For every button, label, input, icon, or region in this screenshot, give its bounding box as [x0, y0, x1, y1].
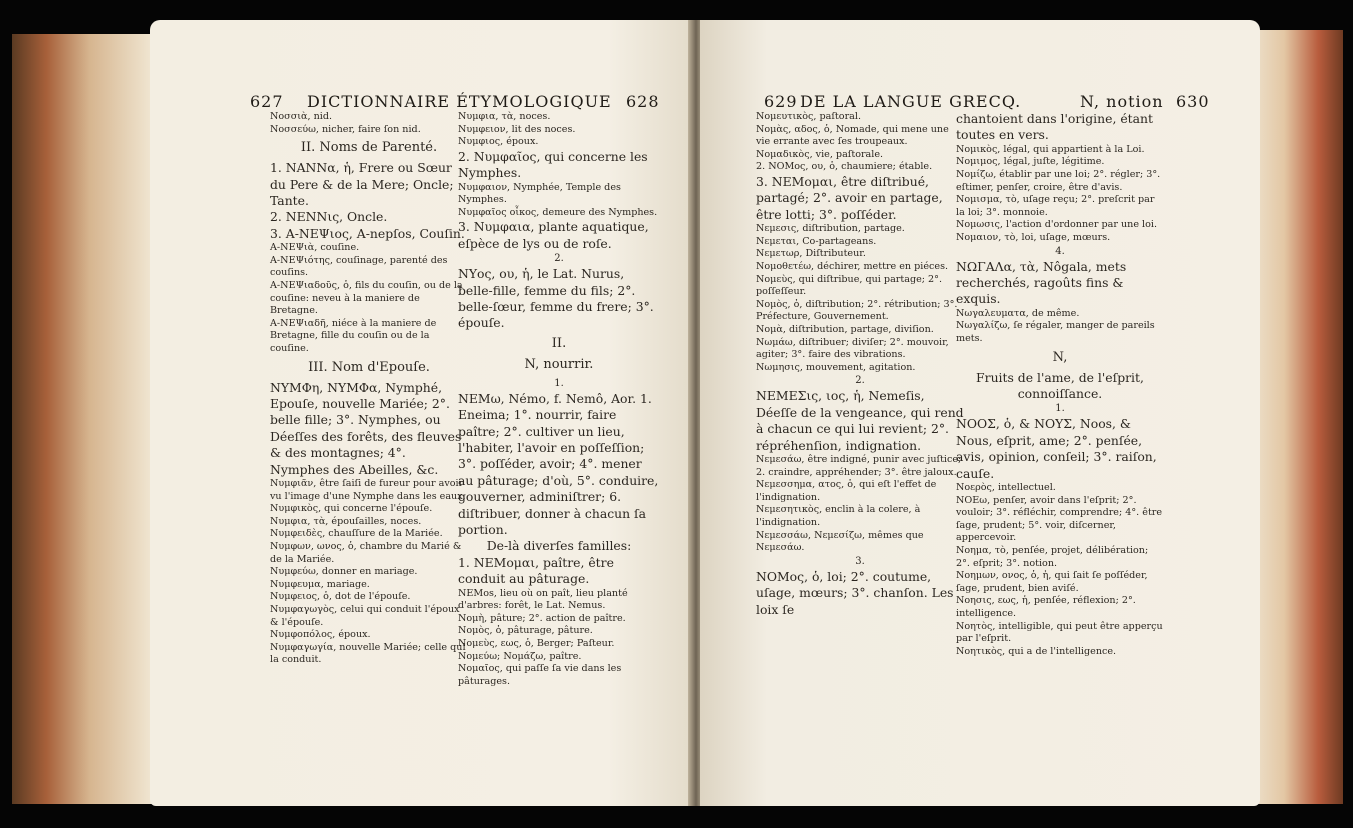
dictionary-entry: 2.: [855, 375, 865, 387]
dictionary-entry: Νωγαλίζω, ſe régaler, manger de pareils mets.: [956, 320, 1155, 344]
dictionary-entry: Νομὰς, αδος, ὁ, Nomade, qui mene une vie errante avec ſes troupeaux.: [756, 123, 949, 148]
right-column-2: [956, 111, 1164, 658]
dictionary-entry: Νοσσιὰ, nid.: [270, 111, 333, 122]
right-page-number-a: 629: [764, 92, 798, 111]
dictionary-entry: NOEω, penſer, avoir dans l'eſprit; 2°. vouloir; 3°. réfléchir, comprendre; 4°. être ſage, prudent; 5°. voir, diſcerner, appercevoir.: [956, 494, 1163, 544]
dictionary-entry: Νυμφιᾶν, être ſaiſi de fureur pour avoir vu l'image d'une Nymphe dans les eaux.: [270, 478, 466, 502]
dictionary-entry: De-là diverſes familles:: [486, 538, 632, 554]
dictionary-entry: Νομικὸς, légal, qui appartient à la Loi.: [956, 143, 1145, 155]
dictionary-entry: Νεμεσσάω, Νεμεσίζω, mêmes que Νεμεσάω.: [756, 529, 924, 554]
right-running-title: DE LA LANGUE GRECQ.: [800, 92, 1022, 111]
dictionary-entry: Νομωσις, l'action d'ordonner par une loi.: [956, 219, 1158, 231]
dictionary-entry: A-NEΨιὰ, couſine.: [270, 242, 360, 254]
dictionary-entry: Νομαδικὸς, vie, paſtorale.: [756, 148, 884, 160]
dictionary-entry: 1.: [1055, 403, 1065, 415]
right-page-number-b: 630: [1176, 92, 1210, 111]
dictionary-entry: 1. NANNα, ἡ, Frere ou Sœur du Pere & de la Mere; Oncle; Tante.: [270, 160, 454, 208]
dictionary-entry: Νομὸς, ὁ, pâturage, pâture.: [458, 625, 593, 637]
dictionary-entry: III. Nom d'Epouſe.: [308, 359, 430, 375]
dictionary-entry: NEMEΣις, ιος, ἡ, Nemeſis, Déeſſe de la vengeance, qui rend à chacun ce qui lui revient; 2°. répréhenſion, indignation.: [756, 388, 964, 453]
dictionary-entry: Νομιμος, légal, juſte, légitime.: [956, 156, 1105, 168]
dictionary-entry: NEMos, lieu où on paît, lieu planté d'arbres: forêt, le Lat. Nemus.: [458, 587, 628, 612]
dictionary-entry: 3. A-NEΨιος, A-nepſos, Couſin.: [270, 225, 465, 241]
dictionary-entry: 3. NEMομαι, être diſtribué, partagé; 2°. avoir en partage, être lotti; 3°. poſſéder.: [756, 173, 943, 222]
dictionary-entry: Νυμφειος, ὁ, dot de l'épouſe.: [270, 591, 411, 603]
dictionary-entry: Νυμφευμα, mariage.: [270, 578, 370, 590]
dictionary-entry: Fruits de l'ame, de l'eſprit, connoiſſance.: [976, 369, 1144, 401]
dictionary-entry: Νομαῖος, qui paſſe ſa vie dans les pâturages.: [458, 663, 622, 687]
dictionary-entry: NEMω, Némo, f. Nemô, Aor. 1. Eneima; 1°. nourrir, faire paître; 2°. cultiver un lieu, l'habiter, l'avoir en poſſeſſion; 3°. poſſéder, avoir; 4°. mener au pâturage; d'où, 5°. conduire, gouverner, adminiſtrer; 6. diſtribuer, donner à chacun ſa portion.: [458, 390, 659, 538]
left-page: [150, 20, 690, 806]
dictionary-entry: Νυμφιος, époux.: [458, 136, 539, 148]
dictionary-entry: Νομὴ, pâture; 2°. action de paître.: [458, 612, 626, 624]
dictionary-entry: 1.: [554, 377, 564, 389]
dictionary-entry: II. Noms de Parenté.: [300, 140, 438, 156]
dictionary-entry: Νυμφαγωγία, nouvelle Mariée; celle qui la conduit.: [270, 641, 466, 666]
dictionary-entry: 4.: [1055, 245, 1065, 257]
dictionary-entry: Νωμάω, diſtribuer; diviſer; 2°. mouvoir, agiter; 3°. faire des vibrations.: [756, 336, 949, 361]
dictionary-entry: Νωμησις, mouvement, agitation.: [756, 361, 916, 373]
dictionary-entry: 1. NEMομαι, paître, être conduit au pâturage.: [458, 554, 614, 587]
dictionary-entry: Νομὸς, ὁ, diſtribution; 2°. rétribution; 3°. Préfecture, Gouvernement.: [756, 298, 958, 323]
dictionary-entry: Νυμφικὸς, qui concerne l'épouſe.: [270, 503, 433, 515]
dictionary-entry: Νυμφων, ωνος, ὁ, chambre du Marié & de la Mariée.: [270, 540, 462, 565]
dictionary-entry: Νομὰ, diſtribution, partage, diviſion.: [756, 323, 934, 335]
dictionary-entry: 3. Νυμφαια, plante aquatique, eſpèce de lys ou de roſe.: [458, 219, 649, 251]
dictionary-entry: Νομοθετέω, déchirer, mettre en piéces.: [756, 260, 949, 272]
dictionary-entry: Νυμφαῖος οἶκος, demeure des Nymphes.: [458, 206, 658, 218]
dictionary-entry: Νεμεσάω, être indigné, punir avec juſtice; 2. craindre, appréhender; 3°. être jaloux.: [756, 453, 962, 478]
dictionary-entry: chantoient dans l'origine, étant toutes en vers.: [956, 111, 1153, 143]
dictionary-entry: Νεμεσις, diſtribution, partage.: [756, 223, 905, 235]
dictionary-entry: Νοητὸς, intelligible, qui peut être apperçu par l'eſprit.: [956, 620, 1163, 645]
dictionary-entry: Νεμεται, Co-partageans.: [756, 235, 877, 247]
dictionary-entry: Νοσσεύω, nicher, faire ſon nid.: [270, 123, 421, 135]
dictionary-entry: Νυμφοπόλος, époux.: [270, 629, 371, 641]
dictionary-entry: Νομισμα, τὸ, uſage reçu; 2°. preſcrit par la loi; 3°. monnoie.: [956, 194, 1155, 218]
dictionary-entry: Νομεύω; Νομάζω, paître.: [458, 650, 582, 662]
dictionary-entry: Νοησις, εως, ἡ, penſée, réflexion; 2°. intelligence.: [956, 595, 1136, 619]
dictionary-entry: Νυμφαγωγὸς, celui qui conduit l'époux & l'épouſe.: [270, 603, 460, 628]
dictionary-entry: Νοητικὸς, qui a de l'intelligence.: [956, 645, 1117, 657]
dictionary-entry: Νοημων, ονος, ὁ, ἡ, qui ſait ſe poſſéder, ſage, prudent, bien aviſé.: [956, 570, 1148, 594]
dictionary-entry: NOMος, ὁ, loi; 2°. coutume, uſage, mœurs; 3°. chanſon. Les loix ſe: [756, 568, 954, 617]
dictionary-entry: Νομεὺς, qui diſtribue, qui partage; 2°. poſſeſſeur.: [756, 273, 942, 298]
dictionary-entry: NΩΓAΛα, τὰ, Nôgala, mets recherchés, ragoûts fins & exquis.: [956, 258, 1127, 307]
dictionary-entry: Νυμφια, τὰ, épouſailles, noces.: [270, 515, 422, 527]
dictionary-entry: N,: [1052, 349, 1068, 365]
dictionary-entry: Νοημα, τὸ, penſée, projet, délibération; 2°. eſprit; 3°. notion.: [956, 544, 1149, 569]
dictionary-entry: NYMΦη, NYMΦα, Nymphé, Epouſe, nouvelle Mariée; 2°. belle fille; 3°. Nymphes, ou Déeſſes des forêts, des fleuves & des montagnes; 4°. Nymphes des Abeilles, &c.: [270, 379, 462, 477]
dictionary-entry: Νυμφεύω, donner en mariage.: [270, 566, 418, 578]
right-column-1: [756, 111, 964, 618]
dictionary-entry: II.: [551, 335, 567, 351]
dictionary-entry: 3.: [855, 555, 865, 567]
dictionary-entry: Νεμεσητικὸς, enclin à la colere, à l'indignation.: [756, 504, 921, 528]
dictionary-entry: 2. NENNις, Oncle.: [270, 209, 388, 225]
left-running-title: DICTIONNAIRE ÉTYMOLOGIQUE: [307, 92, 612, 111]
dictionary-entry: Νοερὸς, intellectuel.: [956, 482, 1056, 493]
dictionary-entry: N, nourrir.: [524, 356, 594, 372]
left-page-number-a: 627: [250, 92, 284, 111]
dictionary-entry: A-NEΨιαδῆ, niéce à la maniere de Bretagne, fille du couſin ou de la couſine.: [270, 317, 437, 354]
dictionary-entry: Νυμφαιον, Nymphée, Temple des Nymphes.: [458, 181, 621, 206]
left-column-1: [270, 111, 468, 667]
dictionary-entry: Νεμεσσημα, ατος, ὁ, qui eſt l'effet de l'indignation.: [756, 479, 937, 503]
dictionary-entry: Νυμφειδὲς, chauſſure de la Mariée.: [270, 528, 443, 540]
dictionary-entry: Νομεὺς, εως, ὁ, Berger; Paſteur.: [458, 638, 615, 650]
right-running-subtitle: N, notion: [1080, 92, 1164, 111]
dictionary-entry: Νομαιον, τὸ, loi, uſage, mœurs.: [956, 231, 1111, 243]
dictionary-entry: A-NEΨιαδοῦς, ὁ, fils du couſin, ou de la couſine: neveu à la maniere de Bretagne.: [270, 280, 463, 317]
right-page: [700, 20, 1260, 806]
dictionary-entry: NOOΣ, ὁ, & NOYΣ, Noos, & Nous, eſprit, ame; 2°. penſée, avis, opinion, conſeil; 3°. raiſon, cauſe.: [956, 416, 1157, 481]
dictionary-entry: Νυμφια, τὰ, noces.: [458, 111, 551, 122]
dictionary-entry: Νυμφειον, lit des noces.: [458, 123, 576, 135]
dictionary-entry: Νομευτικὸς, paſtoral.: [756, 111, 861, 122]
dictionary-entry: 2.: [554, 253, 564, 265]
dictionary-entry: Νωγαλευματα, de même.: [956, 307, 1080, 319]
dictionary-entry: NYος, ου, ἡ, le Lat. Nurus, belle-fille, femme du fils; 2°. belle-ſœur, femme du frere; 3°. épouſe.: [458, 266, 654, 331]
dictionary-entry: 2. Νυμφαῖος, qui concerne les Nymphes.: [458, 148, 648, 181]
dictionary-entry: A-NEΨιότης, couſinage, parenté des couſins.: [270, 254, 448, 279]
left-column-2: [458, 111, 660, 688]
dictionary-entry: Νομίζω, établir par une loi; 2°. régler; 3°. eſtimer, penſer, croire, être d'avis.: [956, 169, 1161, 193]
dictionary-entry: Νεμετωρ, Diſtributeur.: [756, 248, 866, 260]
dictionary-entry: 2. NOMος, ου, ὁ, chaumiere; étable.: [756, 161, 933, 173]
left-page-number-b: 628: [626, 92, 660, 111]
